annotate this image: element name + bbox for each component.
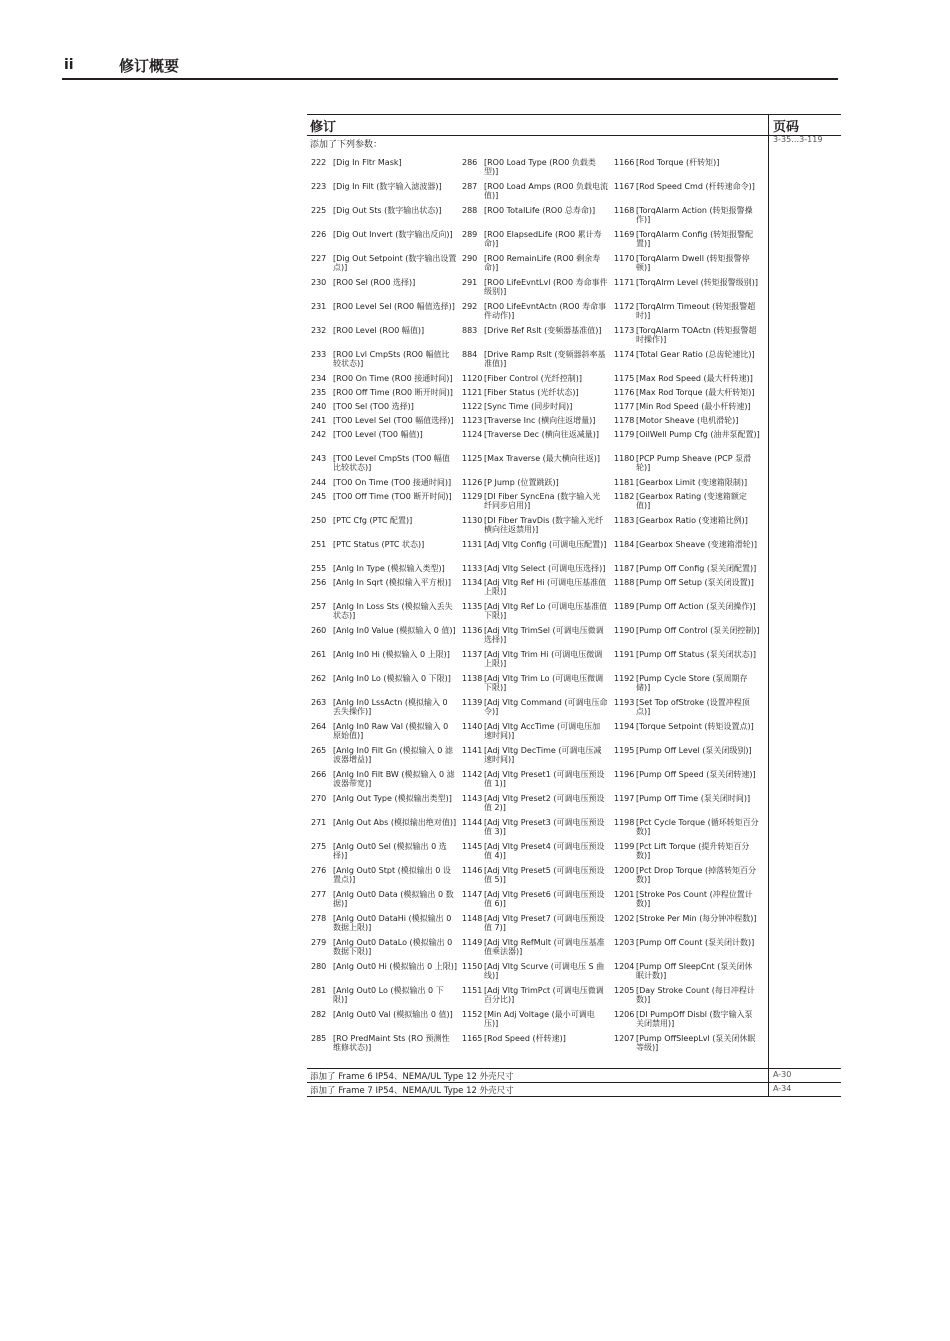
- parameter-number: 241: [311, 416, 327, 425]
- parameter-number: 1138: [462, 674, 483, 683]
- parameter-number: 1175: [614, 374, 635, 383]
- parameter-number: 233: [311, 350, 327, 359]
- parameter-name: [Adj Vltg Trim Hi (可调电压微调上限)]: [484, 650, 603, 669]
- parameter-name: [Pump Off Action (泵关闭操作)]: [636, 602, 756, 611]
- parameter-name: [Adj Vltg Preset6 (可调电压预设值 6)]: [484, 890, 605, 909]
- parameter-name: [Pct Cycle Torque (循环转矩百分数)]: [636, 818, 759, 837]
- parameter-number: 245: [311, 492, 327, 501]
- parameter-number: 1173: [614, 326, 635, 335]
- parameter-name: [Anlg In0 Filt BW (模拟输入 0 滤波器带宽)]: [333, 770, 455, 789]
- parameter-name: [Pump Off Speed (泵关闭转速)]: [636, 770, 756, 779]
- parameter-name: [PTC Cfg (PTC 配置)]: [333, 516, 413, 525]
- parameter-number: 1182: [614, 492, 635, 501]
- parameter-name: [Rod Speed (杆转速)]: [484, 1034, 566, 1043]
- parameter-name: [Anlg Out0 DataLo (模拟输出 0 数据下限)]: [333, 938, 453, 957]
- parameter-number: 262: [311, 674, 327, 683]
- parameter-name: [Pct Lift Torque (提升转矩百分数)]: [636, 842, 750, 861]
- parameter-number: 1136: [462, 626, 483, 635]
- parameter-name: [Anlg In0 LssActn (模拟输入 0 丢失操作)]: [333, 698, 448, 717]
- parameter-number: 285: [311, 1034, 327, 1043]
- parameter-number: 1187: [614, 564, 635, 573]
- parameter-name: [Dig In Fltr Mask]: [333, 158, 402, 167]
- parameter-number: 1195: [614, 746, 635, 755]
- parameter-number: 1176: [614, 388, 635, 397]
- parameter-number: 1150: [462, 962, 483, 971]
- page-number: ii: [64, 57, 74, 73]
- parameter-number: 260: [311, 626, 327, 635]
- parameter-number: 234: [311, 374, 327, 383]
- parameter-name: [Traverse Dec (横向往返减量)]: [484, 430, 599, 439]
- parameter-name: [RO0 Load Amps (RO0 负载电流值)]: [484, 182, 609, 201]
- parameter-name: [Adj Vltg RefMult (可调电压基准值乘法器)]: [484, 938, 605, 957]
- parameter-name: [Pump Off Level (泵关闭级别)]: [636, 746, 752, 755]
- parameter-name: [Max Rod Speed (最大杆转速)]: [636, 374, 753, 383]
- revision-page-ref: A-34: [773, 1084, 792, 1093]
- parameter-name: [Pct Drop Torque (掉落转矩百分数)]: [636, 866, 757, 885]
- parameter-number: 286: [462, 158, 478, 167]
- parameter-number: 1141: [462, 746, 483, 755]
- parameter-number: 255: [311, 564, 327, 573]
- parameter-name: [RO0 RemainLife (RO0 剩余寿命)]: [484, 254, 601, 273]
- revision-page-ref: A-30: [773, 1070, 792, 1079]
- parameter-number: 225: [311, 206, 327, 215]
- parameter-number: 1178: [614, 416, 635, 425]
- parameter-number: 1134: [462, 578, 483, 587]
- parameter-number: 1192: [614, 674, 635, 683]
- parameter-number: 223: [311, 182, 327, 191]
- parameter-number: 1165: [462, 1034, 483, 1043]
- parameter-name: [RO0 LifeEvntLvl (RO0 寿命事件级别)]: [484, 278, 608, 297]
- parameter-name: [RO0 On Time (RO0 接通时间)]: [333, 374, 453, 383]
- parameter-number: 1189: [614, 602, 635, 611]
- parameter-name: [Pump Off Time (泵关闭时间)]: [636, 794, 751, 803]
- revision-text: 添加了 Frame 6 IP54、NEMA/UL Type 12 外壳尺寸: [310, 1072, 514, 1082]
- parameter-number: 1194: [614, 722, 635, 731]
- parameter-name: [Gearbox Limit (变速箱限制)]: [636, 478, 748, 487]
- parameter-name: [Rod Torque (杆转矩)]: [636, 158, 720, 167]
- parameter-number: 1146: [462, 866, 483, 875]
- parameter-name: [DI PumpOff Disbl (数字输入泵关闭禁用)]: [636, 1010, 753, 1029]
- parameter-number: 289: [462, 230, 478, 239]
- parameter-name: [Adj Vltg Preset7 (可调电压预设值 7)]: [484, 914, 605, 933]
- parameter-number: 1197: [614, 794, 635, 803]
- parameter-number: 275: [311, 842, 327, 851]
- column-header-revision: 修订: [310, 120, 337, 135]
- parameter-number: 1169: [614, 230, 635, 239]
- parameter-number: 1184: [614, 540, 635, 549]
- parameter-number: 266: [311, 770, 327, 779]
- parameter-name: [Max Traverse (最大横向往返)]: [484, 454, 601, 463]
- parameter-number: 1125: [462, 454, 483, 463]
- parameter-name: [Adj Vltg DecTime (可调电压减速时间)]: [484, 746, 602, 765]
- parameter-number: 1180: [614, 454, 635, 463]
- parameter-number: 270: [311, 794, 327, 803]
- parameter-number: 1126: [462, 478, 483, 487]
- parameter-name: [Gearbox Sheave (变速箱滑轮)]: [636, 540, 757, 549]
- parameter-name: [Pump Off Count (泵关闭计数)]: [636, 938, 755, 947]
- parameter-name: [Dig Out Setpoint (数字输出设置点)]: [333, 254, 457, 273]
- parameter-name: [TO0 Level CmpSts (TO0 幅值比较状态)]: [333, 454, 450, 473]
- parameter-number: 1166: [614, 158, 635, 167]
- parameter-name: [Adj Vltg Preset5 (可调电压预设值 5)]: [484, 866, 605, 885]
- parameter-number: 235: [311, 388, 327, 397]
- intro-page-ref: 3-35…3-119: [773, 135, 823, 144]
- parameter-name: [Pump Off Setup (泵关闭设置)]: [636, 578, 754, 587]
- parameter-name: [Pump Off Status (泵关闭状态)]: [636, 650, 757, 659]
- parameter-name: [RO0 Load Type (RO0 负载类型)]: [484, 158, 596, 177]
- parameter-name: [Rod Speed Cmd (杆转速命令)]: [636, 182, 755, 191]
- parameter-name: [Fiber Control (光纤控制)]: [484, 374, 583, 383]
- parameter-name: [Pump Off Config (泵关闭配置)]: [636, 564, 757, 573]
- parameter-number: 288: [462, 206, 478, 215]
- parameter-name: [PCP Pump Sheave (PCP 泵滑轮)]: [636, 454, 752, 473]
- parameter-number: 261: [311, 650, 327, 659]
- parameter-number: 1167: [614, 182, 635, 191]
- parameter-number: 240: [311, 402, 327, 411]
- parameter-name: [P Jump (位置跳跃)]: [484, 478, 559, 487]
- parameter-name: [TorqAlarm TOActn (转矩报警超时操作)]: [636, 326, 757, 345]
- parameter-number: 1122: [462, 402, 483, 411]
- parameter-name: [Pump Off Control (泵关闭控制)]: [636, 626, 760, 635]
- parameter-number: 1171: [614, 278, 635, 287]
- parameter-name: [Adj Vltg Preset2 (可调电压预设值 2)]: [484, 794, 605, 813]
- parameter-number: 1147: [462, 890, 483, 899]
- parameter-name: [Adj Vltg TrimPct (可调电压微调百分比)]: [484, 986, 604, 1005]
- parameter-number: 1202: [614, 914, 635, 923]
- parameter-name: [Anlg In0 Raw Val (模拟输入 0 原始值)]: [333, 722, 449, 741]
- parameter-name: [Anlg Out0 Stpt (模拟输出 0 设置点)]: [333, 866, 451, 885]
- parameter-name: [Stroke Pos Count (冲程位置计数)]: [636, 890, 753, 909]
- parameter-number: 1143: [462, 794, 483, 803]
- parameter-name: [Set Top ofStroke (设置冲程顶点)]: [636, 698, 750, 717]
- parameter-name: [RO0 Lvl CmpSts (RO0 幅值比较状态)]: [333, 350, 450, 369]
- parameter-number: 1145: [462, 842, 483, 851]
- parameter-name: [DI Fiber SyncEna (数字输入光纤同步启用)]: [484, 492, 601, 511]
- parameter-name: [RO0 Level (RO0 幅值)]: [333, 326, 425, 335]
- parameter-number: 1139: [462, 698, 483, 707]
- column-separator: [768, 114, 769, 1096]
- parameter-name: [Sync Time (同步时间)]: [484, 402, 573, 411]
- parameter-name: [Anlg In0 Lo (模拟输入 0 下限)]: [333, 674, 451, 683]
- parameter-name: [Day Stroke Count (每日冲程计数)]: [636, 986, 755, 1005]
- parameter-number: 1199: [614, 842, 635, 851]
- parameter-number: 1198: [614, 818, 635, 827]
- parameter-name: [Traverse Inc (横向往返增量)]: [484, 416, 596, 425]
- parameter-name: [Min Rod Speed (最小杆转速)]: [636, 402, 751, 411]
- revision-text: 添加了 Frame 7 IP54、NEMA/UL Type 12 外壳尺寸: [310, 1086, 514, 1096]
- parameter-number: 226: [311, 230, 327, 239]
- parameter-number: 277: [311, 890, 327, 899]
- parameter-name: [Pump OffSleepLvl (泵关闭休眠等级)]: [636, 1034, 756, 1053]
- parameter-number: 230: [311, 278, 327, 287]
- parameter-number: 1188: [614, 578, 635, 587]
- parameter-name: [Total Gear Ratio (总齿轮速比)]: [636, 350, 755, 359]
- parameter-name: [Drive Ref Rslt (变频器基准值)]: [484, 326, 602, 335]
- parameter-number: 257: [311, 602, 327, 611]
- table-header-row: [307, 114, 841, 136]
- parameter-name: [RO0 TotalLife (RO0 总寿命)]: [484, 206, 596, 215]
- parameter-number: 256: [311, 578, 327, 587]
- parameter-number: 1120: [462, 374, 483, 383]
- parameter-number: 1190: [614, 626, 635, 635]
- parameter-number: 282: [311, 1010, 327, 1019]
- parameter-number: 292: [462, 302, 478, 311]
- parameter-name: [Anlg Out0 Sel (模拟输出 0 选择)]: [333, 842, 447, 861]
- parameter-name: [Min Adj Voltage (最小可调电压)]: [484, 1010, 595, 1029]
- parameter-name: [Anlg Out0 Lo (模拟输出 0 下限)]: [333, 986, 444, 1005]
- revision-row: [307, 1068, 841, 1083]
- revision-table: [307, 114, 841, 1096]
- parameter-number: 1135: [462, 602, 483, 611]
- parameter-number: 242: [311, 430, 327, 439]
- parameter-name: [Pump Off SleepCnt (泵关闭休眠计数)]: [636, 962, 753, 981]
- parameter-name: [Anlg In Sqrt (模拟输入平方根)]: [333, 578, 451, 587]
- parameter-number: 1130: [462, 516, 483, 525]
- parameter-number: 1140: [462, 722, 483, 731]
- parameter-name: [Adj Vltg Ref Lo (可调电压基准值下限)]: [484, 602, 608, 621]
- parameter-number: 1131: [462, 540, 483, 549]
- parameter-name: [Gearbox Rating (变速箱额定值)]: [636, 492, 747, 511]
- parameter-name: [Anlg Out Abs (模拟输出绝对值)]: [333, 818, 457, 827]
- parameter-number: 1204: [614, 962, 635, 971]
- parameter-name: [Adj Vltg Scurve (可调电压 S 曲线)]: [484, 962, 605, 981]
- parameter-number: 250: [311, 516, 327, 525]
- parameter-name: [Adj Vltg AccTime (可调电压加速时间)]: [484, 722, 601, 741]
- parameter-number: 279: [311, 938, 327, 947]
- parameter-name: [Adj Vltg Preset3 (可调电压预设值 3)]: [484, 818, 605, 837]
- parameter-name: [OilWell Pump Cfg (油井泵配置)]: [636, 430, 760, 439]
- parameter-number: 884: [462, 350, 478, 359]
- parameter-number: 1121: [462, 388, 483, 397]
- parameter-number: 1205: [614, 986, 635, 995]
- parameter-number: 1174: [614, 350, 635, 359]
- parameter-name: [Drive Ramp Rslt (变频器斜率基准值)]: [484, 350, 606, 369]
- parameter-number: 1191: [614, 650, 635, 659]
- parameter-name: [Dig Out Sts (数字输出状态)]: [333, 206, 442, 215]
- parameter-number: 1129: [462, 492, 483, 501]
- parameter-number: 290: [462, 254, 478, 263]
- parameter-name: [Max Rod Torque (最大杆转矩)]: [636, 388, 755, 397]
- parameter-number: 231: [311, 302, 327, 311]
- parameter-number: 1206: [614, 1010, 635, 1019]
- parameter-name: [Gearbox Ratio (变速箱比例)]: [636, 516, 748, 525]
- parameter-name: [TO0 Level Sel (TO0 幅值选择)]: [333, 416, 454, 425]
- parameter-number: 1183: [614, 516, 635, 525]
- parameter-number: 1148: [462, 914, 483, 923]
- parameter-number: 291: [462, 278, 478, 287]
- parameter-name: [Adj Vltg Config (可调电压配置)]: [484, 540, 607, 549]
- parameter-name: [TO0 Level (TO0 幅值)]: [333, 430, 423, 439]
- parameter-number: 271: [311, 818, 327, 827]
- page-title: 修订概要: [119, 57, 180, 75]
- parameter-name: [TorqAlarm Dwell (转矩报警停顿)]: [636, 254, 750, 273]
- parameter-name: [TO0 Sel (TO0 选择)]: [333, 402, 414, 411]
- parameter-name: [TorqAlarm Action (转矩报警操作)]: [636, 206, 753, 225]
- parameter-number: 1142: [462, 770, 483, 779]
- parameter-number: 1152: [462, 1010, 483, 1019]
- parameter-number: 232: [311, 326, 327, 335]
- parameter-name: [Anlg In0 Value (模拟输入 0 值)]: [333, 626, 456, 635]
- parameter-name: [Anlg Out0 DataHi (模拟输出 0 数据上限)]: [333, 914, 452, 933]
- column-header-page: 页码: [773, 120, 800, 135]
- parameter-name: [Anlg In0 Hi (模拟输入 0 上限)]: [333, 650, 450, 659]
- parameter-name: [RO0 Level Sel (RO0 幅值选择)]: [333, 302, 455, 311]
- parameter-name: [RO0 Sel (RO0 选择)]: [333, 278, 416, 287]
- parameter-name: [TorqAlrm Level (转矩报警级别)]: [636, 278, 758, 287]
- parameter-name: [Fiber Status (光纤状态)]: [484, 388, 579, 397]
- parameter-name: [TO0 On Time (TO0 接通时间)]: [333, 478, 452, 487]
- parameter-name: [Adj Vltg Select (可调电压选择)]: [484, 564, 606, 573]
- parameter-name: [TorqAlrm Timeout (转矩报警超时)]: [636, 302, 756, 321]
- parameter-list: [307, 158, 765, 1058]
- parameter-name: [Adj Vltg Ref Hi (可调电压基准值上限)]: [484, 578, 607, 597]
- parameter-number: 276: [311, 866, 327, 875]
- parameter-name: [Adj Vltg Trim Lo (可调电压微调下限)]: [484, 674, 604, 693]
- parameter-number: 1151: [462, 986, 483, 995]
- parameter-number: 222: [311, 158, 327, 167]
- parameter-number: 1172: [614, 302, 635, 311]
- parameter-name: [TorqAlarm Config (转矩报警配置)]: [636, 230, 754, 249]
- parameter-number: 1207: [614, 1034, 635, 1043]
- parameter-number: 1177: [614, 402, 635, 411]
- parameter-name: [RO0 ElapsedLife (RO0 累计寿命)]: [484, 230, 602, 249]
- parameter-number: 280: [311, 962, 327, 971]
- parameter-number: 1200: [614, 866, 635, 875]
- page-header: [62, 55, 838, 77]
- parameter-name: [Anlg Out0 Val (模拟输出 0 值)]: [333, 1010, 453, 1019]
- parameter-number: 1201: [614, 890, 635, 899]
- parameter-number: 263: [311, 698, 327, 707]
- parameter-name: [Dig In Filt (数字输入滤波器)]: [333, 182, 442, 191]
- parameter-number: 883: [462, 326, 478, 335]
- parameter-name: [Stroke Per Min (每分钟冲程数)]: [636, 914, 757, 923]
- parameter-number: 251: [311, 540, 327, 549]
- parameter-name: [PTC Status (PTC 状态)]: [333, 540, 425, 549]
- table-bottom-rule: [307, 1096, 841, 1097]
- revision-row: [307, 1082, 841, 1097]
- parameter-number: 227: [311, 254, 327, 263]
- intro-text: 添加了下列参数：: [310, 140, 383, 150]
- parameter-name: [Anlg Out0 Hi (模拟输出 0 上限)]: [333, 962, 457, 971]
- parameter-number: 278: [311, 914, 327, 923]
- parameter-number: 281: [311, 986, 327, 995]
- parameter-name: [RO0 Off Time (RO0 断开时间)]: [333, 388, 453, 397]
- parameter-number: 264: [311, 722, 327, 731]
- parameter-number: 1123: [462, 416, 483, 425]
- parameter-number: 1203: [614, 938, 635, 947]
- parameter-number: 243: [311, 454, 327, 463]
- parameter-name: [Adj Vltg Preset4 (可调电压预设值 4)]: [484, 842, 605, 861]
- header-rule: [62, 78, 838, 80]
- parameter-name: [Adj Vltg TrimSel (可调电压微调选择)]: [484, 626, 604, 645]
- parameter-number: 1133: [462, 564, 483, 573]
- parameter-number: 1179: [614, 430, 635, 439]
- parameter-number: 287: [462, 182, 478, 191]
- parameter-name: [Anlg In0 Filt Gn (模拟输入 0 滤波器增益)]: [333, 746, 453, 765]
- parameter-name: [Anlg Out Type (模拟输出类型)]: [333, 794, 452, 803]
- parameter-number: 1193: [614, 698, 635, 707]
- parameter-number: 265: [311, 746, 327, 755]
- parameter-name: [RO0 LifeEvntActn (RO0 寿命事件动作)]: [484, 302, 607, 321]
- parameter-number: 1170: [614, 254, 635, 263]
- parameter-name: [DI Fiber TravDis (数字输入光纤横向往返禁用)]: [484, 516, 604, 535]
- parameter-number: 1181: [614, 478, 635, 487]
- parameter-name: [Motor Sheave (电机滑轮)]: [636, 416, 739, 425]
- parameter-number: 1137: [462, 650, 483, 659]
- parameter-number: 1168: [614, 206, 635, 215]
- parameter-name: [Adj Vltg Command (可调电压命令)]: [484, 698, 608, 717]
- parameter-name: [Anlg Out0 Data (模拟输出 0 数据)]: [333, 890, 454, 909]
- parameter-number: 244: [311, 478, 327, 487]
- parameter-name: [Dig Out Invert (数字输出反向)]: [333, 230, 453, 239]
- parameter-name: [TO0 Off Time (TO0 断开时间)]: [333, 492, 452, 501]
- parameter-name: [Anlg In Type (模拟输入类型)]: [333, 564, 445, 573]
- parameter-name: [Adj Vltg Preset1 (可调电压预设值 1)]: [484, 770, 605, 789]
- parameter-name: [Torque Setpoint (转矩设置点)]: [636, 722, 754, 731]
- parameter-name: [Pump Cycle Store (泵周期存储)]: [636, 674, 748, 693]
- parameter-number: 1149: [462, 938, 483, 947]
- parameter-name: [RO PredMaint Sts (RO 预测性维修状态)]: [333, 1034, 450, 1053]
- parameter-number: 1144: [462, 818, 483, 827]
- parameter-number: 1124: [462, 430, 483, 439]
- parameter-number: 1196: [614, 770, 635, 779]
- parameter-name: [Anlg In Loss Sts (模拟输入丢失状态)]: [333, 602, 453, 621]
